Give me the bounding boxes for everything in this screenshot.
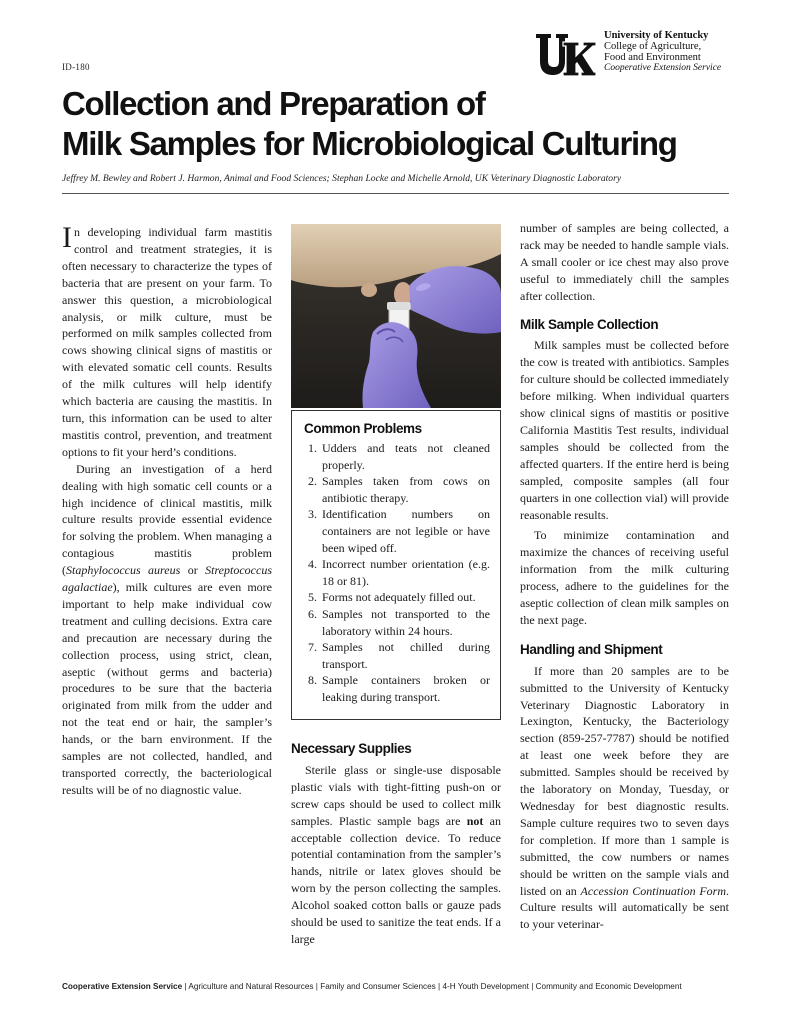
authors-line: Jeffrey M. Bewley and Robert J. Harmon, Animal and Food Sciences; Stephan Locke and Michelle Arnold, UK Veterinary Diagnostic Laboratory (62, 173, 622, 184)
milk-collection-paragraph-1: Milk samples must be collected before the cow is treated with antibiotics. Samples for culture should be collected immediately before milking. When individual quarters show clinical signs of mastitis or positive California Mastitis Test results, individual samples should be collected from the affected quarters. If the entire herd is being sampled, composite samples (all four quarters in one collection vial) will provide reasonable results. (520, 338, 729, 522)
problem-item: 4. Incorrect number orientation (e.g. 18 or 81). (320, 556, 490, 589)
milk-collection-heading: Milk Sample Collection (520, 316, 659, 332)
university-name: University of Kentucky (604, 30, 709, 41)
supplies-continued: number of samples are being collected, a rack may be needed to handle sample vials. A small cooler or ice chest may also prove useful to immediately chill the samples after collection. (520, 221, 729, 303)
necessary-supplies-section (291, 741, 501, 948)
college-line-2: Food and Environment (604, 52, 701, 63)
column-3 (520, 220, 729, 933)
handling-text-a: If more than 20 samples are to be submitted to the University of Kentucky Veterinary Diagnostic Laboratory in Lexington, Kentucky, the Bacteriology section (859-257-7787) should be notified at least one week before they are submitted. Samples should be received by the laboratory on Monday, Tuesday, or Wednesday for best diagnostic results. Sample culture requires two to seven days for completion. If more than 1 sample is submitted, the cow numbers or names should be written on the sample vials and listed on an (520, 663, 729, 898)
footer-lead: Cooperative Extension Service (62, 982, 183, 991)
common-problems-list (304, 440, 490, 706)
problem-item: 2. Samples taken from cows on antibiotic therapy. (320, 473, 490, 506)
supplies-paragraph (291, 762, 501, 948)
species-or: or (180, 563, 206, 578)
supplies-text-b: an acceptable collection device. To reduce potential contamination from the sampler’s hands, nitrile or latex gloves should be worn by the person collecting the samples. Alcohol soaked cotton balls or gauze pads should be used to sanitize the teat ends. If a large (291, 813, 502, 946)
handling-paragraph (520, 663, 729, 934)
title-line-1: Collection and Preparation of (62, 85, 485, 122)
problem-item: 7. Samples not chilled during transport. (320, 639, 490, 672)
milk-sampling-photo (291, 224, 501, 408)
supplies-text-a: Sterile glass or single-use disposable plastic vials with tight-fitting push-on or screw caps should be used to collect milk samples. Plastic sample bags are (291, 762, 501, 828)
footer-programs: | Agriculture and Natural Resources | Family and Consumer Sciences | 4-H Youth Development | Community and Economic Development (182, 982, 682, 991)
species-staph: Staphylococcus aureus (66, 563, 181, 578)
document-id: ID-180 (62, 62, 90, 72)
problem-item: 1. Udders and teats not cleaned properly. (320, 440, 490, 473)
investigation-paragraph (62, 461, 272, 799)
header-divider (62, 193, 729, 194)
extension-service: Cooperative Extension Service (604, 63, 722, 73)
common-problems-box (291, 410, 501, 720)
investigation-text-a: During an investigation of a herd dealing with high somatic cell counts or a high incidence of clinical mastitis, milk culture results provide essential evidence for solving the problem. When managing a contagious mastitis problem ( (62, 461, 272, 578)
accession-form-name: Accession Continuation Form (580, 883, 726, 898)
problem-item: 8. Sample containers broken or leaking during transport. (320, 672, 490, 705)
supplies-emphasis: not (466, 813, 484, 828)
uk-logo (535, 32, 597, 78)
investigation-text-b: ), milk cultures are even more important to help make individual cow treatment and culling decisions. Extra care and precaution are necessary during the collection process, using strict, clean, aseptic (without germs and bacteria) procedures to be sure that the bacteria originated from milk from the udder and not the teat end or hair, the sampler’s hands, or the barn environment. If the samples are not collected, handled, and transported correctly, the bacteriological results will be of no diagnostic value. (62, 580, 272, 797)
handling-text-b: . Culture results will automatically be sent to your veterinar- (520, 883, 729, 932)
handling-shipment-heading: Handling and Shipment (520, 641, 663, 657)
problem-item: 6. Samples not transported to the laboratory within 24 hours. (320, 606, 490, 639)
necessary-supplies-heading: Necessary Supplies (291, 741, 412, 756)
intro-text: n developing individual farm mastitis control and treatment strategies, it is often necessary to characterize the types of bacteria that are present on your farm. To answer this question, a microbiological analysis, or milk culture, must be performed on milk samples collected from cows showing clinical signs of mastitis or with elevated somatic cell counts. Results of the milk cultures will help identify which bacteria are causing the mastitis. In turn, this information can be used to alter mastitis control, prevention, and treatment options to fit your herd’s conditions. (62, 225, 272, 459)
drop-cap: I (62, 221, 72, 254)
problem-item: 3. Identification numbers on containers are not legible or have been wiped off. (320, 506, 490, 556)
intro-paragraph (62, 221, 272, 461)
column-1 (62, 221, 272, 799)
page-title (62, 84, 722, 164)
milk-collection-paragraph-2: To minimize contamination and maximize the chances of receiving useful information from the milk culturing process, adhere to the guidelines for the aseptic collection of clean milk samples on the next page. (520, 528, 729, 627)
title-line-2: Milk Samples for Microbiological Culturing (62, 125, 677, 162)
college-line-1: College of Agriculture, (604, 41, 702, 52)
common-problems-heading: Common Problems (304, 421, 422, 436)
page-footer (62, 982, 732, 991)
problem-item: 5. Forms not adequately filled out. (320, 589, 490, 606)
institution-block (604, 30, 721, 74)
species-strep: Streptococcus agalactiae (62, 563, 272, 595)
